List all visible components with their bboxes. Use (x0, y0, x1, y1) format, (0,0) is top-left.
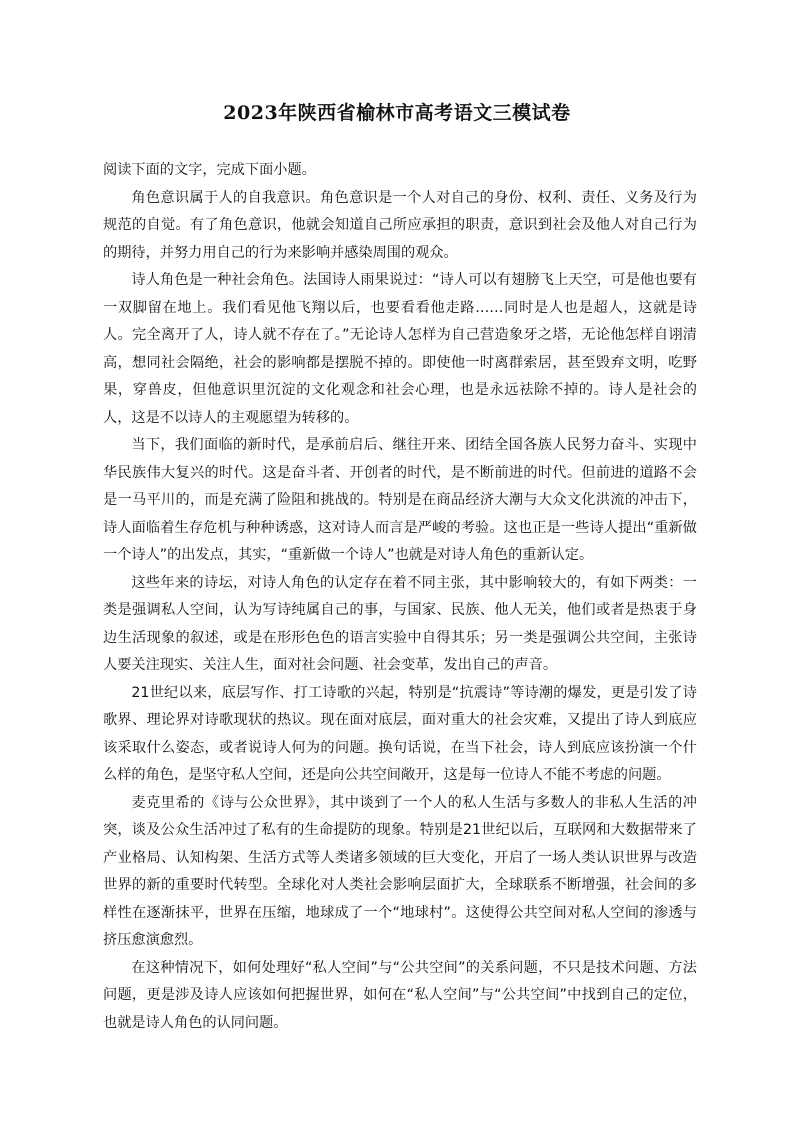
paragraph-3: 当下，我们面临的新时代，是承前启后、继往开来、团结全国各族人民努力奋斗、实现中华民族伟大复兴的时代。这是奋斗者、开创者的时代，是不断前进的时代。但前进的道路不会是一马平川的，而是充满了险阻和挑战的。特别是在商品经济大潮与大众文化洪流的冲击下，诗人面临着生存危机与种种诱惑，这对诗人而言是严峻的考验。这也正是一些诗人提出“重新做一个诗人”的出发点，其实，“重新做一个诗人”也就是对诗人角色的重新认定。 (103, 437, 697, 563)
document-title: 2023年陕西省榆林市高考语文三模试卷 (223, 102, 571, 124)
paragraph-6: 麦克里希的《诗与公众世界》，其中谈到了一个人的私人生活与多数人的非私人生活的冲突，谈及公众生活冲过了私有的生命提防的现象。特别是21世纪以后，互联网和大数据带来了产业格局、认知构架、生活方式等人类诸多领域的巨大变化，开启了一场人类认识世界与改造世界的新的重要时代转型。全球化对人类社会影响层面扩大，全球联系不断增强，社会间的多样性在逐渐抹平，世界在压缩，地球成了一个“地球村”。这使得公共空间对私人空间的渗透与挤压愈演愈烈。 (103, 794, 697, 948)
paragraph-5: 21世纪以来，底层写作、打工诗歌的兴起，特别是“抗震诗”等诗潮的爆发，更是引发了诗歌界、理论界对诗歌现状的热议。现在面对底层，面对重大的社会灾难，又提出了诗人到底应该采取什么姿态，或者说诗人何为的问题。换句话说，在当下社会，诗人到底应该扮演一个什么样的角色，是坚守私人空间，还是向公共空间敞开，这是每一位诗人不能不考虑的问题。 (103, 684, 697, 783)
instruction-text: 阅读下面的文字，完成下面小题。 (103, 162, 316, 178)
reading-passage (103, 157, 697, 1037)
paragraph-1: 角色意识属于人的自我意识。角色意识是一个人对自己的身份、权利、责任、义务及行为规范的自觉。有了角色意识，他就会知道自己所应承担的职责，意识到社会及他人对自己行为的期待，并努力用自己的行为来影响并感染周围的观众。 (103, 189, 697, 261)
paragraph-7: 在这种情况下，如何处理好“私人空间”与“公共空间”的关系问题，不只是技术问题、方法问题，更是涉及诗人应该如何把握世界，如何在“私人空间”与“公共空间”中找到自己的定位，也就是诗人角色的认同问题。 (103, 959, 697, 1031)
paragraph-4: 这些年来的诗坛，对诗人角色的认定存在着不同主张，其中影响较大的，有如下两类：一类是强调私人空间，认为写诗纯属自己的事，与国家、民族、他人无关，他们或者是热衷于身边生活现象的叙述，或是在形形色色的语言实验中自得其乐；另一类是强调公共空间，主张诗人要关注现实、关注人生，面对社会问题、社会变革，发出自己的声音。 (103, 574, 697, 673)
paragraph-2: 诗人角色是一种社会角色。法国诗人雨果说过：“诗人可以有翅膀飞上天空，可是他也要有一双脚留在地上。我们看见他飞翔以后，也要看看他走路……同时是人也是超人，这就是诗人。完全离开了人，诗人就不存在了。”无论诗人怎样为自己营造象牙之塔，无论他怎样自诩清高，想同社会隔绝，社会的影响都是摆脱不掉的。即使他一时离群索居，甚至毁弃文明，吃野果，穿兽皮，但他意识里沉淀的文化观念和社会心理，也是永远祛除不掉的。诗人是社会的人，这是不以诗人的主观愿望为转移的。 (103, 272, 697, 426)
